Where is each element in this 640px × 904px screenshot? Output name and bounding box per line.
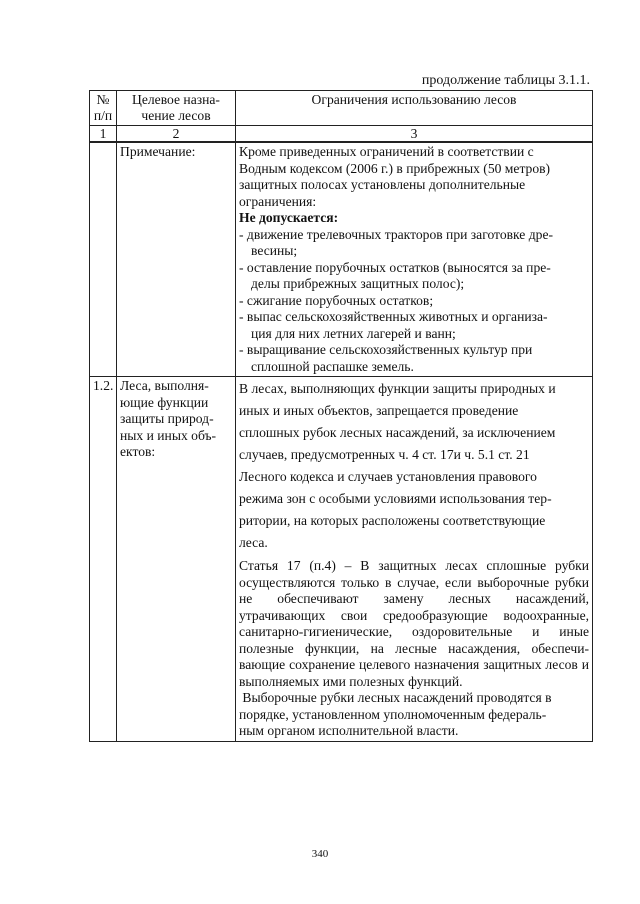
text-line: ограничения: <box>239 193 317 209</box>
list-item-continuation: сплошной распашке земель. <box>251 358 414 374</box>
text-line: ритории, на которых расположены соответствующие <box>239 513 546 528</box>
list-item-continuation: делы прибрежных защитных полос); <box>251 276 465 291</box>
restrictions-table <box>89 90 593 742</box>
column-number: 2 <box>117 126 236 143</box>
header-number-line: п/п <box>93 108 113 123</box>
column-number: 1 <box>90 126 117 143</box>
label-line: ектов: <box>120 444 156 459</box>
label-line: ющие функции <box>120 394 209 410</box>
paragraph-forest-protection <box>239 378 589 554</box>
text-line: порядке, установленном уполномоченным федераль- <box>239 706 547 722</box>
table-continuation-caption: продолжение таблицы 3.1.1. <box>421 73 590 88</box>
table-header-row <box>90 91 593 126</box>
text-line: леса. <box>239 535 268 550</box>
text-line: защитных полосах установлены дополнительные <box>239 177 526 192</box>
header-purpose <box>117 91 236 126</box>
row-number: 1.2. <box>90 377 117 742</box>
table-row-1-2 <box>90 377 593 742</box>
paragraph-selective-cutting <box>239 690 589 740</box>
label-line: Леса, выполня- <box>120 378 209 393</box>
column-numbers-row <box>90 126 593 143</box>
row-restrictions <box>236 142 593 377</box>
row-restrictions <box>236 377 593 742</box>
row-label: Примечание: <box>117 142 236 377</box>
header-restrictions: Ограничения использованию лесов <box>236 91 593 126</box>
list-item: - выпас сельскохозяйственных животных и организа- <box>239 309 548 324</box>
text-line: сплошных рубок лесных насаждений, за исключением <box>239 425 556 440</box>
text-line: Лесного кодекса и случаев установления правового <box>239 469 537 484</box>
list-item: - оставление порубочных остатков (выносятся за пре- <box>239 259 551 275</box>
header-purpose-line: чение лесов <box>141 108 211 123</box>
text-line: В лесах, выполняющих функции защиты природных и <box>239 381 556 396</box>
paragraph-article-17: Статья 17 (п.4) – В защитных лесах сплошные рубки осуществляются только в случае, если выборочные рубки не обеспечивают замену лесных насаждений, утрачивающих свои средообразующие водоохранные, санитарно-гигиенические, оздоровительные и иные полезные функции, на лесные насаждения, обеспечивающие сохранение целевого назначения защитных лесов и выполняемых ими полезных функций. <box>239 558 589 689</box>
list-item-continuation: весины; <box>251 243 298 258</box>
text-line: Кроме приведенных ограничений в соответствии с <box>239 144 534 159</box>
column-number: 3 <box>236 126 593 143</box>
text-line: иных и иных объектов, запрещается проведение <box>239 403 519 418</box>
label-line: защиты природ- <box>120 411 214 426</box>
list-item-continuation: ция для них летних лагерей и ванн; <box>251 325 456 341</box>
header-number <box>90 91 117 126</box>
list-item: - выращивание сельскохозяйственных культур при <box>239 342 533 357</box>
label-line: ных и иных объ- <box>120 427 217 443</box>
bold-heading: Не допускается: <box>239 210 339 225</box>
text-line: Водным кодексом (2006 г.) в прибрежных (50 метров) <box>239 160 551 176</box>
text-line: ным органом исполнительной власти. <box>239 723 459 738</box>
text-line: случаев, предусмотренных ч. 4 ст. 17и ч. 5.1 ст. 21 <box>239 447 530 462</box>
page-number: 340 <box>311 848 329 860</box>
header-number-line: № <box>96 92 110 107</box>
row-number <box>90 142 117 377</box>
header-purpose-line: Целевое назна- <box>132 92 220 107</box>
text-line: режима зон с особыми условиями использования тер- <box>239 491 552 506</box>
list-item: - движение трелевочных тракторов при заготовке дре- <box>239 226 554 242</box>
row-label <box>117 377 236 742</box>
list-item: - сжигание порубочных остатков; <box>239 292 434 308</box>
text-line: Выборочные рубки лесных насаждений проводятся в <box>239 690 552 705</box>
table-row-note <box>90 142 593 377</box>
